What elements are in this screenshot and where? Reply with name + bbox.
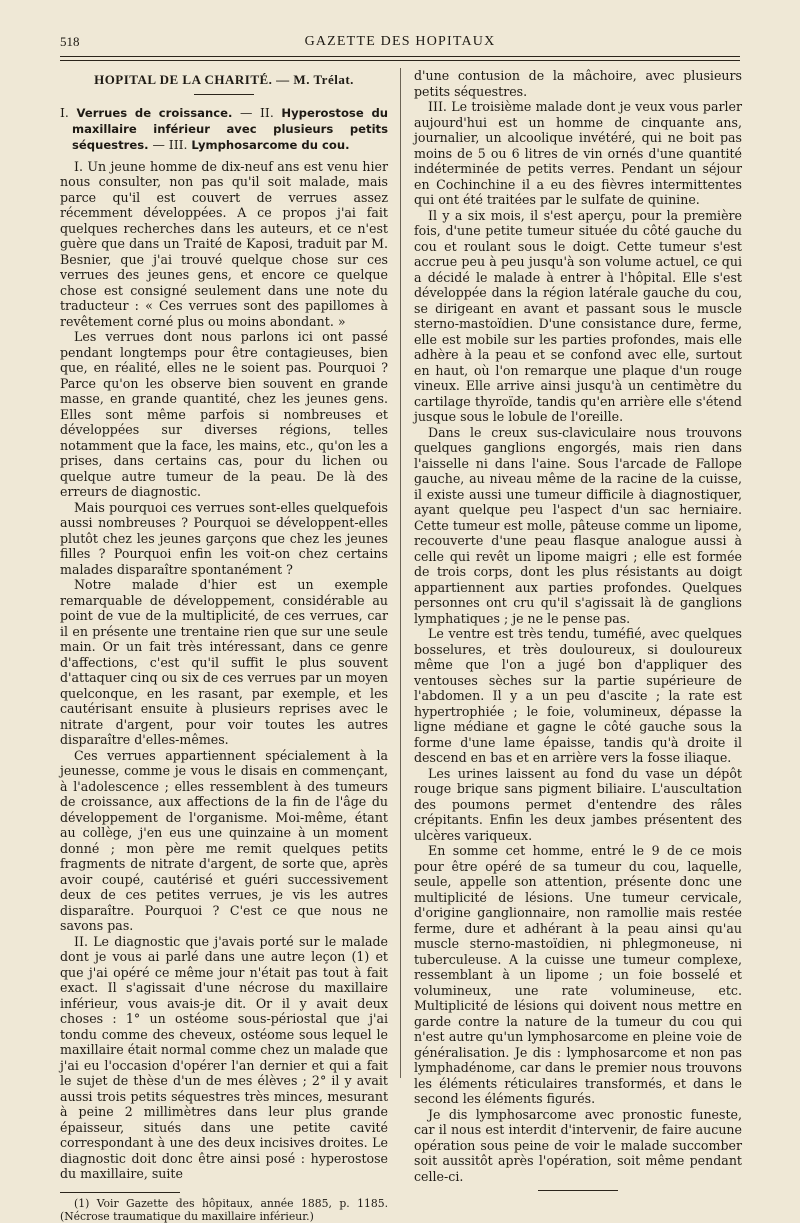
paragraph: Les urines laissent au fond du vase un dépôt rouge brique sans pigment biliaire. L'auscultation des poumons permet d'entendre des râles crépitants. Enfin les deux jambes présentent des ulcères variqueux.	[414, 765, 742, 843]
paragraph: Mais pourquoi ces verrues sont-elles quelquefois aussi nombreuses ? Pourquoi se développent-elles plutôt chez les jeunes garçons que chez les jeunes filles ? Pourquoi enfin les voit-on chez certains malades disparaître spontanément ?	[60, 499, 388, 577]
article-title: HOPITAL DE LA CHARITÉ. — M. Trélat.	[94, 72, 354, 87]
paragraph: Ces verrues appartiennent spécialement à la jeunesse, comme je vous le disais en commençant, à l'adolescence ; elles ressemblent à des tumeurs de croissance, aux affections de la fin de l'âge du développement de l'organisme. Moi-même, étant au collège, j'en eus une quinzaine à un moment donné ; mon père me remit quelques petits fragments de nitrate d'argent, de sorte que, après avoir coupé, cautérisé et guéri successivement deux de ces petites verrues, je vis les autres disparaître. Pourquoi ? C'est ce que nous ne savons pas.	[60, 747, 388, 933]
summary-num: I.	[60, 104, 69, 120]
footnote: (1) Voir Gazette des hôpitaux, année 1885, p. 1185. (Nécrose traumatique du maxillaire inférieur.)	[60, 1196, 388, 1223]
title-rule	[194, 94, 254, 95]
page-number: 518	[60, 34, 80, 49]
running-head	[60, 34, 740, 54]
summary-text: Lymphosarcome du cou.	[191, 137, 350, 152]
paragraph: Le ventre est très tendu, tuméfié, avec quelques bosselures, et très douloureux, si douloureux même que l'on a jugé bon d'appliquer des ventouses sèches sur la partie supérieure de l'abdomen. Il y a un peu d'ascite ; la rate est hypertrophiée ; le foie, volumineux, dépasse la ligne médiane et gagne le côté gauche sous la forme d'une lame épaisse, tandis qu'à droite il descend en bas et en arrière vers la fosse iliaque.	[414, 626, 742, 765]
summary-item	[60, 105, 388, 153]
end-rule	[538, 1190, 618, 1191]
paragraph: I. Un jeune homme de dix-neuf ans est venu hier nous consulter, non pas qu'il soit malade, mais parce qu'il est couvert de verrues assez récemment développées. A ce propos j'ai fait quelques recherches dans les auteurs, et ce n'est guère que dans un Traité de Kaposi, traduit par M. Besnier, que j'ai trouvé quelque chose sur ces verrues des jeunes gens, et encore ce quelque chose est consigné seulement dans une note du traducteur : « Ces verrues sont des papillomes à revêtement corné plus ou moins abondant. »	[60, 158, 388, 329]
column-divider	[400, 68, 401, 1078]
paragraph: Notre malade d'hier est un exemple remarquable de développement, considérable au point de vue de la multiplicité, de ces verrues, car il en présente une trentaine rien que sur une seule main. Or un fait très intéressant, dans ce genre d'affections, c'est qu'il suffit le plus souvent d'attaquer cinq ou six de ces verrues par un moyen quelconque, en les rasant, par exemple, et les cautérisant ensuite à plusieurs reprises avec le nitrate d'argent, pour voir toutes les autres disparaître d'elles-mêmes.	[60, 577, 389, 747]
summary-num: — II.	[240, 104, 274, 120]
header-rule-thin	[60, 60, 740, 61]
right-column	[414, 68, 742, 1191]
summary-text: Verrues de croissance.	[76, 105, 233, 120]
article-summary	[60, 105, 388, 153]
left-column	[60, 68, 388, 1223]
paragraph: Dans le creux sus-claviculaire nous trouvons quelques ganglions engorgés, mais rien dans l'aisselle ni dans l'aine. Sous l'arcade de Fallope gauche, au niveau même de la racine de la cuisse, il existe aussi une tumeur difficile à diagnostiquer, ayant quelque peu l'aspect d'un sac herniaire. Cette tumeur est molle, pâteuse comme un lipome, recouverte d'une peau flasque analogue aussi à celle qui revêt un lipome maigri ; elle est formée de trois corps, dont les plus résistants au doigt appartiennent aux parties profondes. Quelques personnes ont cru qu'il s'agissait là de ganglions lymphatiques ; je ne le pense pas.	[414, 424, 742, 626]
paragraph: Les verrues dont nous parlons ici ont passé pendant longtemps pour être contagieuses, bien que, en réalité, elles ne le soient pas. Pourquoi ? Parce qu'on les observe bien souvent en grande masse, en grande quantité, chez les jeunes gens. Elles sont même parfois si nombreuses et développées sur diverses régions, telles notamment que la face, les mains, etc., qu'on les a prises, dans certains cas, pour du lichen ou quelque autre tumeur de la peau. De là des erreurs de diagnostic.	[60, 329, 388, 499]
paragraph: Je dis lymphosarcome avec pronostic funeste, car il nous est interdit d'intervenir, de faire aucune opération sous peine de voir le malade succomber soit aussitôt après l'opération, soit même pendant celle-ci.	[414, 1106, 742, 1184]
paragraph: d'une contusion de la mâchoire, avec plusieurs petits séquestres.	[414, 68, 742, 99]
summary-text: Hyperostose du maxillaire inférieur avec plusieurs petits séquestres.	[72, 105, 388, 152]
summary-num: — III.	[152, 136, 188, 152]
footnote-rule	[60, 1192, 180, 1193]
header-rule	[60, 56, 740, 57]
paragraph: II. Le diagnostic que j'avais porté sur le malade dont je vous ai parlé dans une autre leçon (1) et que j'ai opéré ce même jour n'était pas tout à fait exact. Il s'agissait d'une nécrose du maxillaire inférieur, vous avais-je dit. Or il y avait deux choses : 1° un ostéome sous-périostal que j'ai tondu comme des cheveux, ostéome sous lequel le maxillaire était normal comme chez un malade que j'ai eu l'occasion d'opérer l'an dernier et qui a fait le sujet de thèse d'un de mes élèves ; 2° il y avait aussi trois petits séquestres très minces, mesurant à peine 2 millimètres dans leur plus grande épaisseur, situés dans une petite cavité correspondant à une des deux incisives droites. Le diagnostic doit donc être ainsi posé : hyperostose du maxillaire, suite	[60, 933, 388, 1181]
paragraph: En somme cet homme, entré le 9 de ce mois pour être opéré de sa tumeur du cou, laquelle, seule, appelle son attention, présente donc une multiplicité de lésions. Une tumeur cervicale, d'origine ganglionnaire, non ramollie mais restée ferme, dure et adhérant à la peau ainsi qu'au muscle sterno-mastoïdien, ni phlegmoneuse, ni tuberculeuse. A la cuisse une tumeur complexe, ressemblant à un lipome ; un foie bosselé et volumineux, une rate volumineuse, etc. Multiplicité de lésions qui doivent nous mettre en garde contre la nature de la tumeur du cou qui n'est autre qu'un lymphosarcome en pleine voie de généralisation. Je dis : lymphosarcome et non pas lymphadénome, car dans le premier nous trouvons les éléments réticulaires transformés, et dans le second les éléments figurés.	[414, 843, 742, 1106]
paragraph: III. Le troisième malade dont je veux vous parler aujourd'hui est un homme de cinquante ans, journalier, un alcoolique invétéré, qui ne boit pas moins de 5 ou 6 litres de vin ornés d'une quantité indéterminée de petits verres. Pendant un séjour en Cochinchine il a eu des fièvres intermittentes qui ont été traitées par le sulfate de quinine.	[414, 99, 742, 207]
journal-title: GAZETTE DES HOPITAUX	[304, 34, 496, 49]
paragraph: Il y a six mois, il s'est aperçu, pour la première fois, d'une petite tumeur située du côté gauche du cou et roulant sous le doigt. Cette tumeur s'est accrue peu à peu jusqu'à son volume actuel, ce qui a décidé le malade à entrer à l'hôpital. Elle s'est développée dans la région latérale gauche du cou, se dirigeant en avant et passant sous le muscle sterno-mastoïdien. D'une consistance dure, ferme, elle est mobile sur les parties profondes, mais elle adhère à la peau et se confond avec elle, surtout en haut, où l'on remarque une plaque d'un rouge vineux. Elle arrive ainsi jusqu'à un centimètre du cartilage thyroïde, tandis qu'en arrière elle s'étend jusque sous le lobule de l'oreille.	[414, 207, 742, 424]
